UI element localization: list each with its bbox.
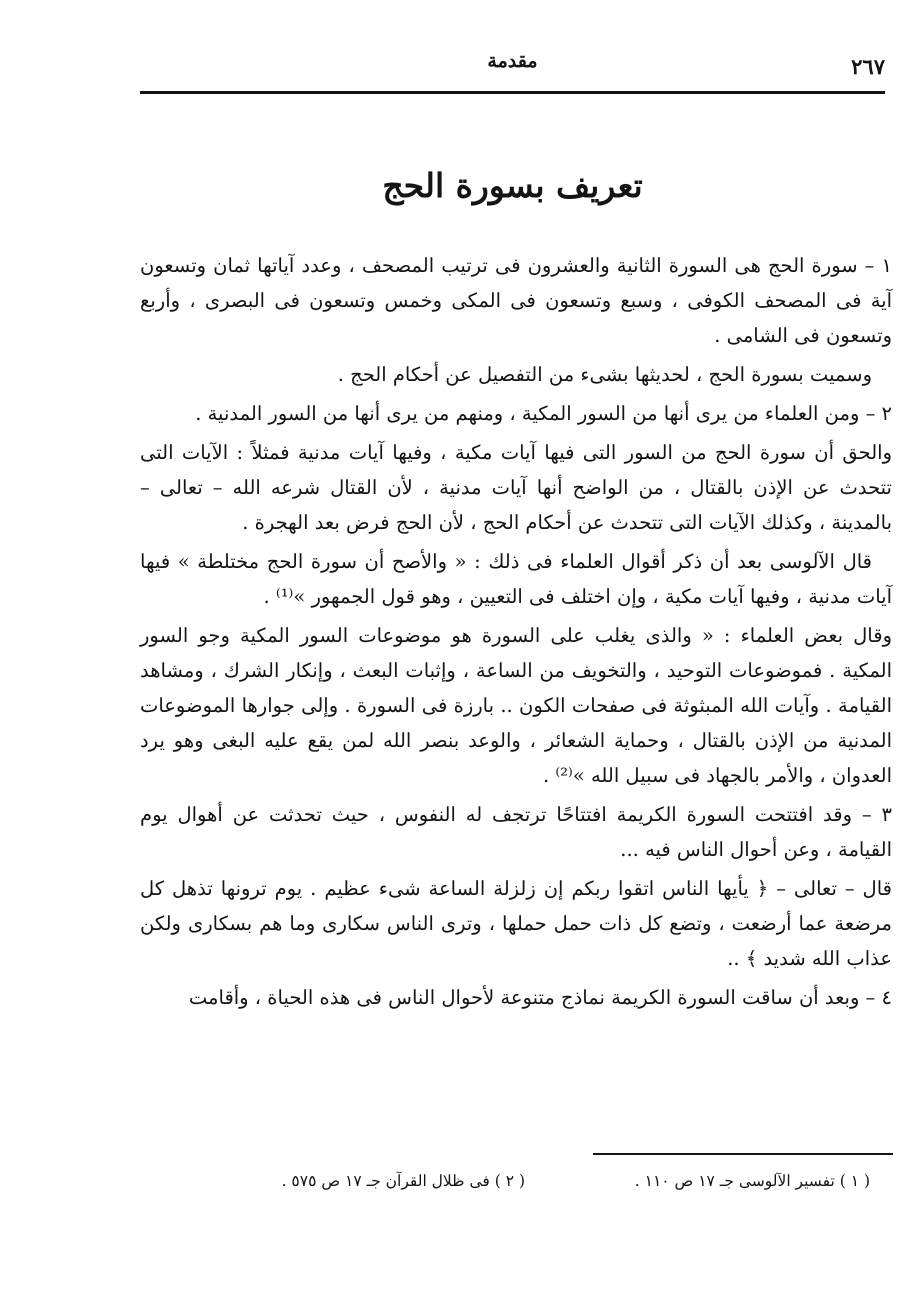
paragraph-4: والحق أن سورة الحج من السور التى فيها آيات مكية ، وفيها آيات مدنية فمثلاً : الآيات التى تتحدث عن الإذن بالقتال ، من الواضح أنها آيات مدنية ، لأن القتال شرعه الله – تعالى – بالمدينة ، وكذلك الآيات التى تتحدث عن أحكام الحج ، لأن الحج فرض بعد الهجرة . (140, 441, 892, 534)
paragraph-8: قال – تعالى – ﴿ يأيها الناس اتقوا ربكم إن زلزلة الساعة شىء عظيم . يوم ترونها تذهل كل مرضعة عما أرضعت ، وتضع كل ذات حمل حملها ، وترى الناس سكارى وما هم بسكارى ولكن عذاب الله شديد ﴾ .. (140, 877, 892, 970)
footnote-1: ( ١ ) تفسير الآلوسى جـ ١٧ ص ١١٠ . (634, 1172, 870, 1190)
paragraph-9: ٤ – وبعد أن ساقت السورة الكريمة نماذج متنوعة لأحوال الناس فى هذه الحياة ، وأقامت (188, 986, 892, 1009)
chapter-title: تعريف بسورة الحج (382, 166, 643, 205)
paragraph-5: قال الآلوسى بعد أن ذكر أقوال العلماء فى ذلك : « والأصح أن سورة الحج مختلطة » فيها آيات مدنية ، وفيها آيات مكية ، وإن اختلف فى التعيين ، وهو قول الجمهور »⁽¹⁾ . (140, 550, 892, 608)
paragraph-1: ١ – سورة الحج هى السورة الثانية والعشرون فى ترتيب المصحف ، وعدد آياتها ثمان وتسعون آية فى المصحف الكوفى ، وسبع وتسعون فى المكى وخمس وتسعون فى البصرى ، وأربع وتسعون فى الشامى . (140, 254, 892, 347)
paragraph-6: وقال بعض العلماء : « والذى يغلب على السورة هو موضوعات السور المكية وجو السور المكية . فموضوعات التوحيد ، والتخويف من الساعة ، وإثبات البعث ، وإنكار الشرك ، ومشاهد القيامة . وآيات الله المبثوثة فى صفحات الكون .. بارزة فى السورة . وإلى جوارها الموضوعات المدنية من الإذن بالقتال ، وحماية الشعائر ، والوعد بنصر الله لمن يقع عليه البغى وهو يرد العدوان ، والأمر بالجهاد فى سبيل الله »⁽²⁾ . (140, 624, 892, 787)
running-header (140, 40, 885, 80)
header-rule (140, 91, 885, 94)
footnote-rule (593, 1153, 893, 1155)
paragraph-7: ٣ – وقد افتتحت السورة الكريمة افتتاحًا ترتجف له النفوس ، حيث تحدثت عن أهوال يوم القيامة ، وعن أحوال الناس فيه ... (140, 803, 892, 861)
footnote-2: ( ٢ ) فى ظلال القرآن جـ ١٧ ص ٥٧٥ . (281, 1172, 525, 1190)
body-text (140, 248, 892, 1019)
paragraph-3: ٢ – ومن العلماء من يرى أنها من السور المكية ، ومنهم من يرى أنها من السور المدنية . (195, 402, 892, 425)
running-title: مقدمة (487, 50, 538, 72)
page-number: ٢٦٧ (851, 54, 885, 79)
paragraph-2: وسميت بسورة الحج ، لحديثها بشىء من التفصيل عن أحكام الحج . (337, 363, 872, 386)
